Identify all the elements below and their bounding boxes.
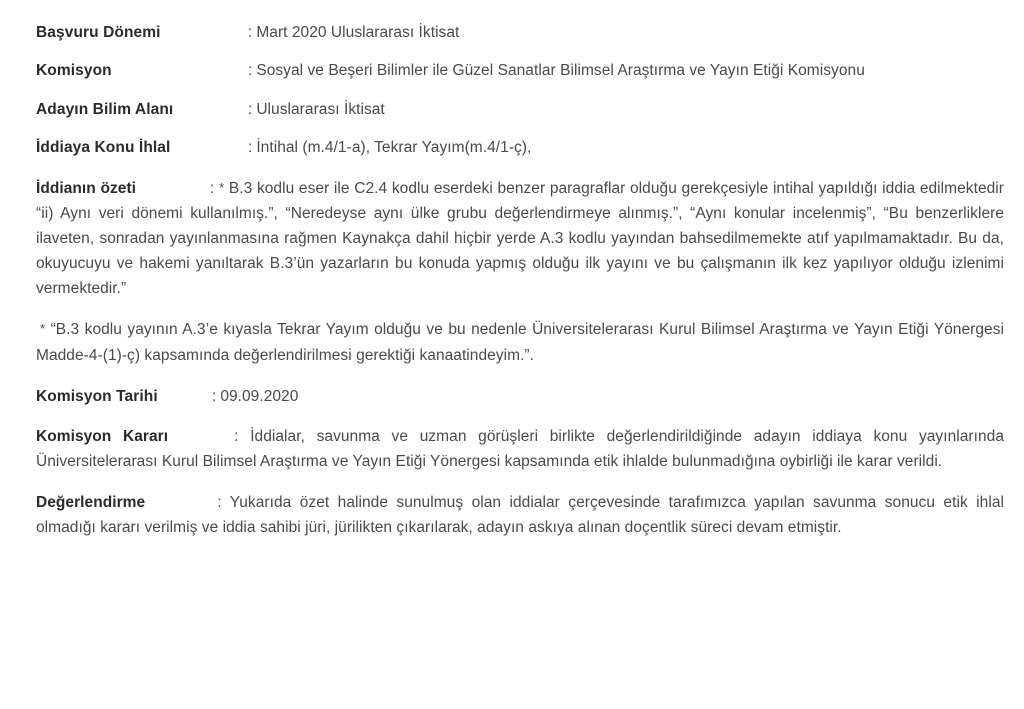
label-value-gap: [136, 176, 210, 201]
paragraph-colon-degerlendirme: :: [217, 494, 222, 512]
document-body: [36, 22, 1004, 557]
field-value-komisyon: Sosyal ve Beşeri Bilimler ile Güzel Sanatlar Bilimsel Araştırma ve Yayın Etiği Komisyonu: [256, 62, 865, 80]
field-row-basvuru-donemi: [36, 22, 1004, 44]
paragraph-colon-iddianin-ozeti: :: [210, 179, 215, 197]
paragraph-starred-note: [36, 317, 1004, 367]
field-colon-komisyon-tarihi: :: [212, 387, 217, 405]
paragraph-label-degerlendirme: Değerlendirme: [36, 494, 146, 512]
paragraph-text-starred-note: “B.3 kodlu yayının A.3’e kıyasla Tekrar Yayım olduğu ve bu nedenle Üniversitelerarası Kurul Bilimsel Araştırma ve Yayın Etiği Yönergesi Madde-4-(1)-ç) kapsamında değerlendirilmesi gerektiği kanaatindeyim.”.: [36, 321, 1004, 364]
field-label-adayin-bilim-alani: Adayın Bilim Alanı: [36, 100, 174, 118]
field-value-adayin-bilim-alani: Uluslararası İktisat: [256, 100, 385, 118]
paragraph-text-degerlendirme: Yukarıda özet halinde sunulmuş olan iddialar çerçevesinde tarafımızca yapılan savunma sonucu etik ihlal olmadığı kararı verilmiş ve iddia sahibi jüri, jürilikten çıkarılarak, adayın askıya alınan doçentlik süreci devam etmiştir.: [36, 494, 1004, 537]
paragraph-komisyon-karari: [36, 424, 1004, 474]
asterisk-icon: *: [219, 179, 225, 195]
field-colon-adayin-bilim-alani: :: [248, 100, 253, 118]
label-value-gap: [145, 490, 217, 515]
paragraph-iddianin-ozeti: [36, 176, 1004, 302]
paragraph-degerlendirme: [36, 490, 1004, 540]
field-label-komisyon-tarihi: Komisyon Tarihi: [36, 387, 158, 405]
paragraph-label-iddianin-ozeti: İddianın özeti: [36, 179, 137, 197]
field-colon-komisyon: :: [248, 62, 253, 80]
field-row-adayin-bilim-alani: [36, 99, 1004, 121]
paragraph-colon-komisyon-karari: :: [234, 428, 239, 446]
field-row-iddiaya-konu-ihlal: [36, 137, 1004, 159]
field-value-iddiaya-konu-ihlal: İntihal (m.4/1-a), Tekrar Yayım(m.4/1-ç),: [256, 139, 532, 157]
paragraph-label-komisyon-karari: Komisyon Kararı: [36, 428, 169, 446]
field-label-basvuru-donemi: Başvuru Dönemi: [36, 24, 161, 41]
field-value-komisyon-tarihi: 09.09.2020: [220, 387, 299, 405]
field-value-basvuru-donemi: Mart 2020 Uluslararası İktisat: [256, 24, 460, 41]
label-value-gap: [168, 424, 234, 449]
field-label-iddiaya-konu-ihlal: İddiaya Konu İhlal: [36, 139, 171, 157]
field-label-komisyon: Komisyon: [36, 62, 112, 80]
field-row-komisyon-tarihi: [36, 386, 1004, 408]
asterisk-bullet-icon: *: [40, 321, 46, 337]
field-colon-basvuru-donemi: :: [248, 24, 253, 41]
paragraph-text-iddianin-ozeti: B.3 kodlu eser ile C2.4 kodlu eserdeki benzer paragraflar olduğu gerekçesiyle intihal yapıldığı iddia edilmektedir “ii) Aynı veri dönemi kullanılmış.”, “Neredeyse aynı ülke grubu değerlendirmeye alınmış.”, “Aynı konular incelenmiş”, “Bu benzerliklere ilaveten, sonradan yayınlanmasına rağmen Kaynakça dahil hiçbir yerde A.3 kodlu yayından bahsedilmemekte atıf yapılmamaktadır. Bu da, okuyucuyu ve hakemi yanıltarak B.3’ün yazarların bu konuda yapmış olduğu ilk yayını ve bu çalışmanın ilk kez yapılıyor olduğu izlenimi vermektedir.”: [36, 179, 1004, 298]
paragraph-text-komisyon-karari: İddialar, savunma ve uzman görüşleri birlikte değerlendirildiğinde adayın iddiaya konu yayınlarında Üniversitelerarası Kurul Bilimsel Araştırma ve Yayın Etiği Yönergesi kapsamında etik ihlalde bulunmadığına oybirliği ile karar verildi.: [36, 428, 1004, 471]
field-colon-iddiaya-konu-ihlal: :: [248, 139, 253, 157]
field-row-komisyon: [36, 60, 1004, 82]
